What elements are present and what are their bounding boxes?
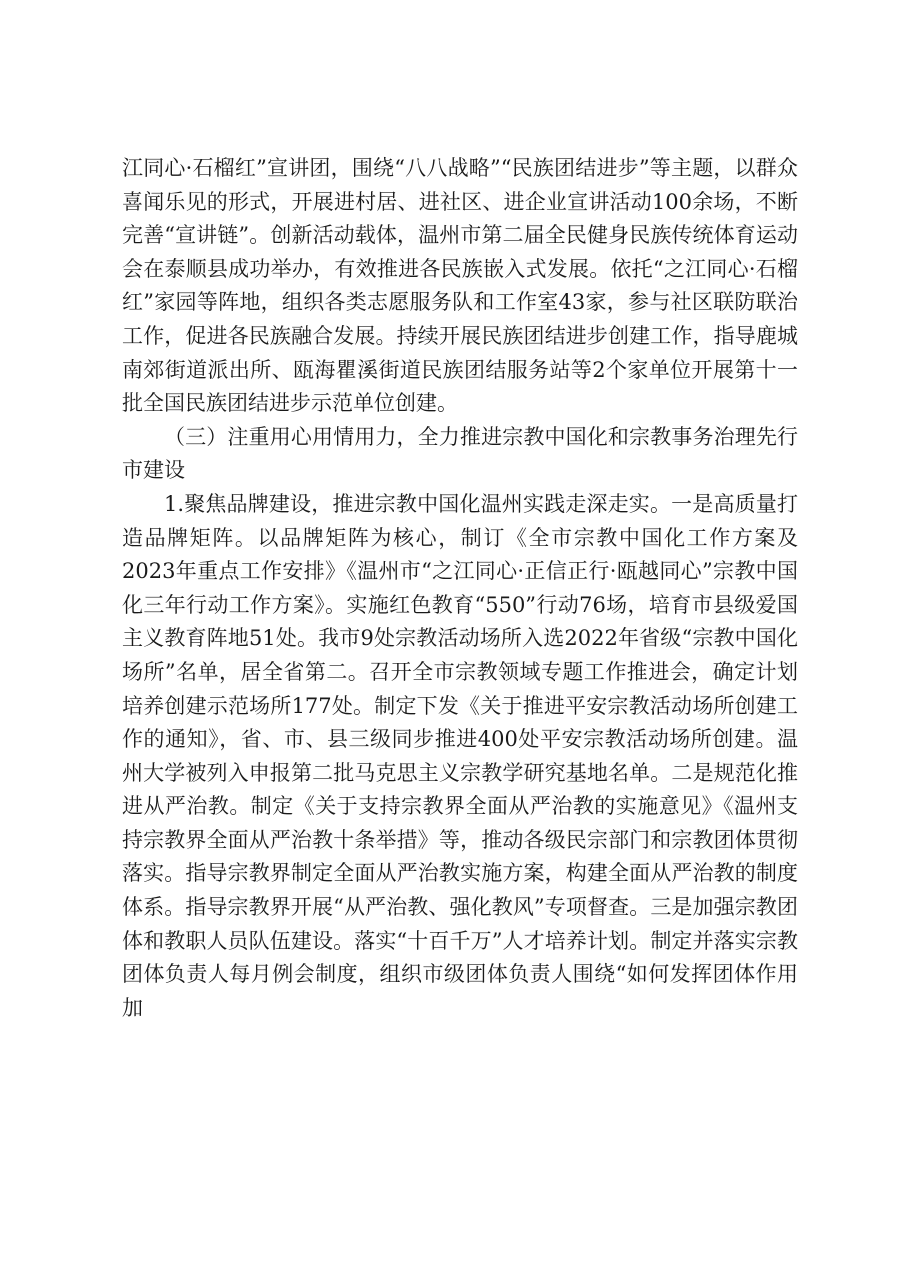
- document-body: [122, 152, 798, 1025]
- body-paragraph-item-1: 1.聚焦品牌建设，推进宗教中国化温州实践走深走实。一是高质量打造品牌矩阵。以品牌矩阵为核心，制订《全市宗教中国化工作方案及2023年重点工作安排》《温州市“之江同心·正信正行·瓯越同心”宗教中国化三年行动工作方案》。实施红色教育“550”行动76场，培育市县级爱国主义教育阵地51处。我市9处宗教活动场所入选2022年省级“宗教中国化场所”名单，居全省第二。召开全市宗教领域专题工作推进会，确定计划培养创建示范场所177处。制定下发《关于推进平安宗教活动场所创建工作的通知》，省、市、县三级同步推进400处平安宗教活动场所创建。温州大学被列入申报第二批马克思主义宗教学研究基地名单。二是规范化推进从严治教。制定《关于支持宗教界全面从严治教的实施意见》《温州支持宗教界全面从严治教十条举措》等，推动各级民宗部门和宗教团体贯彻落实。指导宗教界制定全面从严治教实施方案，构建全面从严治教的制度体系。指导宗教界开展“从严治教、强化教风”专项督查。三是加强宗教团体和教职人员队伍建设。落实“十百千万”人才培养计划。制定并落实宗教团体负责人每月例会制度，组织市级团体负责人围绕“如何发挥团体作用加: [122, 491, 798, 1020]
- body-paragraph-continuation: 江同心·石榴红”宣讲团，围绕“八八战略”“民族团结进步”等主题，以群众喜闻乐见的形式，开展进村居、进社区、进企业宣讲活动100余场，不断完善“宣讲链”。创新活动载体，温州市第二届全民健身民族传统体育运动会在泰顺县成功举办，有效推进各民族嵌入式发展。依托“之江同心·石榴红”家园等阵地，组织各类志愿服务队和工作室43家，参与社区联防联治工作，促进各民族融合发展。持续开展民族团结进步创建工作，指导鹿城南郊街道派出所、瓯海瞿溪街道民族团结服务站等2个家单位开展第十一批全国民族团结进步示范单位创建。: [122, 156, 798, 416]
- section-heading-3: （三）注重用心用情用力，全力推进宗教中国化和宗教事务治理先行市建设: [122, 424, 798, 483]
